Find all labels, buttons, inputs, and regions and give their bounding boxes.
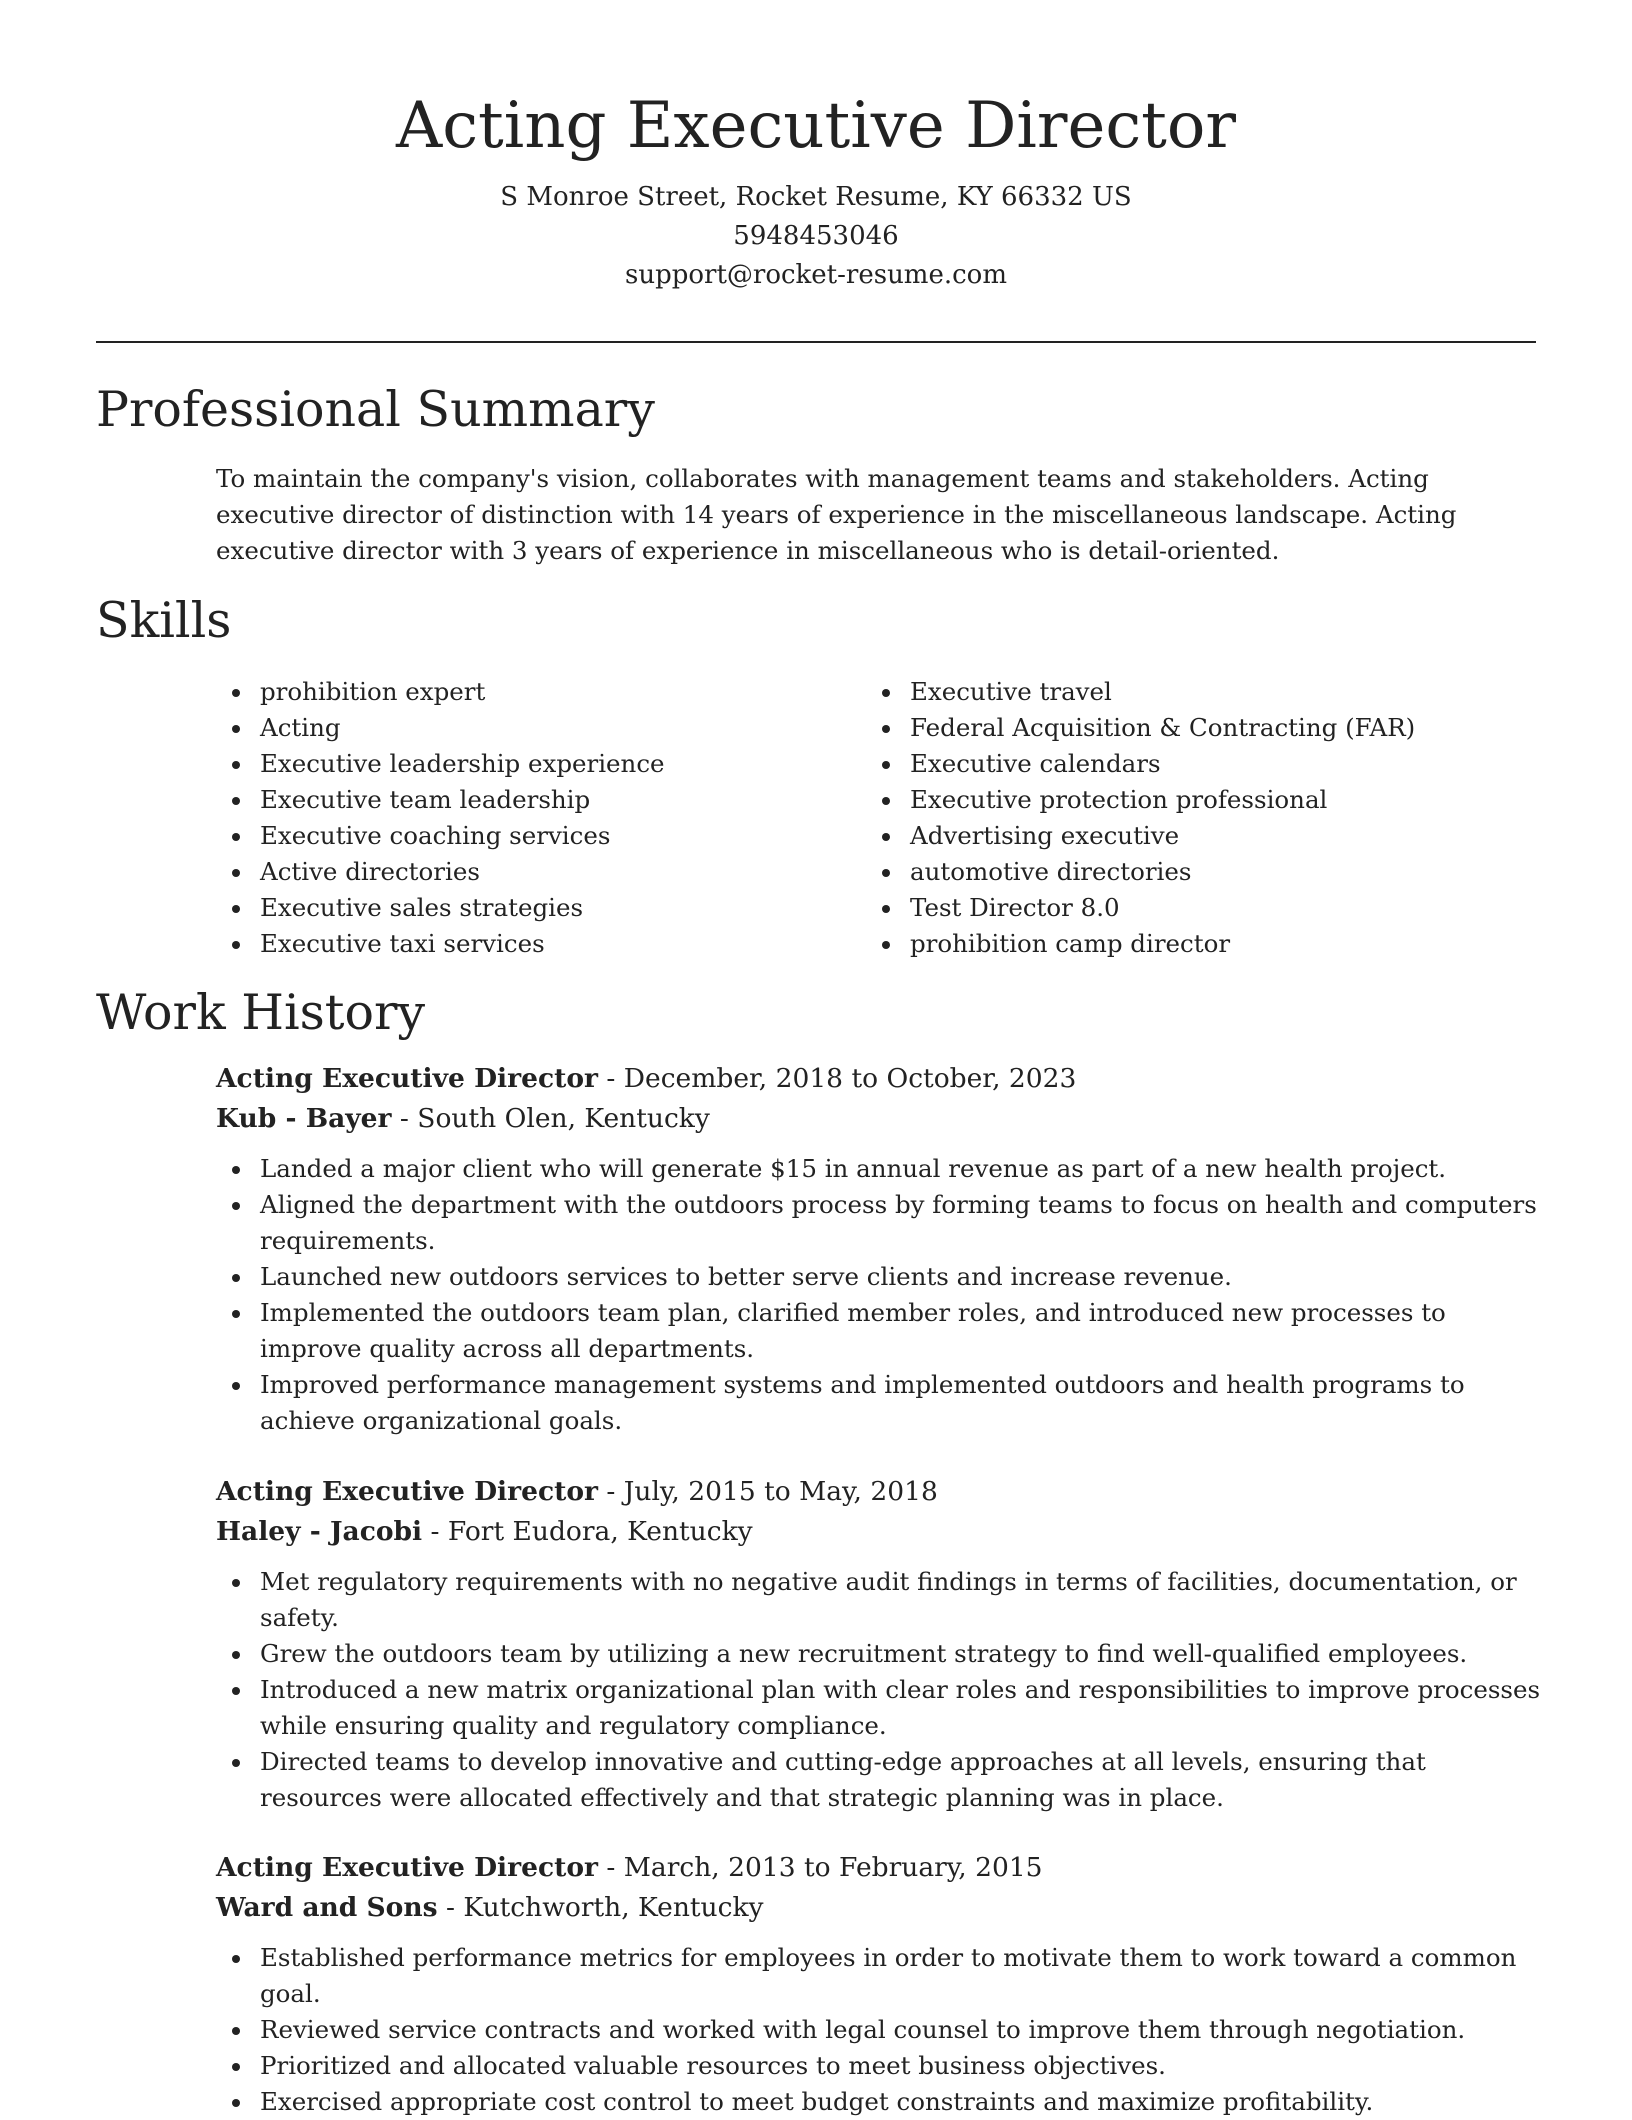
job-bullet-text: Grew the outdoors team by utilizing a new recruitment strategy to find well-qualified employees. [260,1639,1468,1668]
contact-address: S Monroe Street, Rocket Resume, KY 66332 US [500,182,1132,212]
job-company: Kub - Bayer [216,1103,392,1134]
job-location: - South Olen, Kentucky [391,1103,710,1134]
job-bullet-text: Directed teams to develop innovative and cutting-edge approaches at all levels, ensuring that resources were allocated effectively and that strategic planning was in place. [260,1747,1426,1812]
job-bullet [216,1367,1546,1439]
job-bullet [216,2048,1546,2084]
job-role: Acting Executive Director [216,1063,598,1094]
bullet-icon [232,797,240,805]
bullet-icon [882,941,890,949]
job-bullet-text: Introduced a new matrix organizational plan with clear roles and responsibilities to improve processes while ensuring quality and regulatory compliance. [260,1675,1541,1740]
skill-item [216,854,665,890]
job-company: Haley - Jacobi [216,1516,423,1547]
job-dates: - December, 2018 to October, 2023 [597,1063,1077,1094]
job-bullet-list [216,1564,1546,1816]
bullet-icon [232,2063,240,2071]
job-bullet-list [216,1940,1546,2120]
job-bullet-text: Implemented the outdoors team plan, clarified member roles, and introduced new processes to improve quality across all departments. [260,1298,1446,1363]
skill-label: Federal Acquisition & Contracting (FAR) [910,713,1416,742]
skill-item [216,890,665,926]
job-location: - Kutchworth, Kentucky [437,1892,764,1923]
job-bullet [216,1940,1546,2012]
job-bullet [216,1295,1546,1367]
bullet-icon [232,2099,240,2107]
job-bullet [216,1672,1546,1744]
job-bullet-text: Aligned the department with the outdoors process by forming teams to focus on health and computers requirements. [260,1190,1537,1255]
bullet-icon [232,689,240,697]
skill-item [866,890,1415,926]
job-bullet [216,1744,1546,1816]
skill-label: Executive team leadership [260,785,591,814]
skill-item [866,854,1415,890]
bullet-icon [232,1382,240,1390]
job-entry [216,1848,1546,2120]
skill-label: Advertising executive [910,821,1180,850]
job-company-line [216,1512,1546,1552]
bullet-icon [882,905,890,913]
job-bullet-text: Launched new outdoors services to better serve clients and increase revenue. [260,1262,1232,1291]
skills-heading: Skills [96,592,232,649]
job-bullet [216,2084,1546,2120]
skill-label: prohibition camp director [910,929,1231,958]
skill-item [216,782,665,818]
job-bullet-text: Established performance metrics for employees in order to motivate them to work toward a common goal. [260,1943,1517,2008]
skill-label: Executive sales strategies [260,893,584,922]
job-bullet-text: Exercised appropriate cost control to meet budget constraints and maximize profitability. [260,2087,1374,2116]
bullet-icon [232,1202,240,1210]
skill-item [866,818,1415,854]
bullet-icon [882,725,890,733]
bullet-icon [232,761,240,769]
skill-item [216,926,665,962]
skill-label: Test Director 8.0 [910,893,1120,922]
skill-item [216,818,665,854]
bullet-icon [232,1310,240,1318]
job-bullet-text: Reviewed service contracts and worked with legal counsel to improve them through negotiation. [260,2015,1466,2044]
summary-text: To maintain the company's vision, collaborates with management teams and stakeholders. Acting executive director of distinction with 14 years of experience in the miscellaneous landscape. Acting executive director with 3 years of experience in miscellaneous who is detail-oriented. [216,464,1457,565]
bullet-icon [232,905,240,913]
skill-item [216,674,665,710]
bullet-icon [232,1274,240,1282]
job-bullet [216,1636,1546,1672]
job-dates: - March, 2013 to February, 2015 [597,1852,1043,1883]
bullet-icon [232,1759,240,1767]
bullet-icon [232,2027,240,2035]
job-title-line [216,1059,1546,1099]
job-bullet-text: Met regulatory requirements with no negative audit findings in terms of facilities, documentation, or safety. [260,1567,1517,1632]
job-bullet-text: Improved performance management systems and implemented outdoors and health programs to achieve organizational goals. [260,1370,1465,1435]
job-role: Acting Executive Director [216,1852,598,1883]
skill-label: Executive protection professional [910,785,1328,814]
bullet-icon [232,869,240,877]
job-bullet [216,1259,1546,1295]
skill-item [866,782,1415,818]
bullet-icon [882,833,890,841]
skill-label: automotive directories [910,857,1192,886]
bullet-icon [232,725,240,733]
job-bullet [216,1151,1546,1187]
skills-column-left [216,674,665,962]
skills-column-right [866,674,1415,962]
job-bullet [216,1564,1546,1636]
bullet-icon [882,761,890,769]
contact-email: support@rocket-resume.com [624,260,1007,290]
job-dates: - July, 2015 to May, 2018 [597,1476,938,1507]
bullet-icon [232,1579,240,1587]
job-entry [216,1472,1546,1816]
skill-label: Executive calendars [910,749,1161,778]
work-history-heading: Work History [96,984,426,1041]
skill-label: Executive travel [910,677,1112,706]
job-company: Ward and Sons [216,1892,438,1923]
resume-header [96,82,1536,295]
skill-item [216,746,665,782]
job-bullet [216,2012,1546,2048]
job-bullet-list [216,1151,1546,1439]
skill-label: Executive taxi services [260,929,545,958]
bullet-icon [232,1166,240,1174]
bullet-icon [882,689,890,697]
bullet-icon [232,941,240,949]
job-title-line [216,1848,1546,1888]
header-divider [96,341,1536,343]
job-role: Acting Executive Director [216,1476,598,1507]
job-bullet-text: Landed a major client who will generate $15 in annual revenue as part of a new health project. [260,1154,1447,1183]
job-bullet-text: Prioritized and allocated valuable resources to meet business objectives. [260,2051,1166,2080]
skill-item [866,674,1415,710]
contact-phone: 5948453046 [733,221,899,251]
skill-label: Executive coaching services [260,821,611,850]
skill-item [866,926,1415,962]
summary-heading: Professional Summary [96,381,655,438]
skill-item [216,710,665,746]
job-title-line [216,1472,1546,1512]
bullet-icon [882,797,890,805]
skill-item [866,746,1415,782]
skill-label: prohibition expert [260,677,486,706]
candidate-name: Acting Executive Director [395,89,1237,163]
skill-label: Acting [260,713,341,742]
skill-label: Active directories [260,857,480,886]
job-entry [216,1059,1546,1439]
bullet-icon [232,1955,240,1963]
job-location: - Fort Eudora, Kentucky [422,1516,753,1547]
job-company-line [216,1099,1546,1139]
bullet-icon [882,869,890,877]
bullet-icon [232,1687,240,1695]
job-bullet [216,1187,1546,1259]
job-company-line [216,1888,1546,1928]
bullet-icon [232,833,240,841]
skill-label: Executive leadership experience [260,749,665,778]
bullet-icon [232,1651,240,1659]
skill-item [866,710,1415,746]
